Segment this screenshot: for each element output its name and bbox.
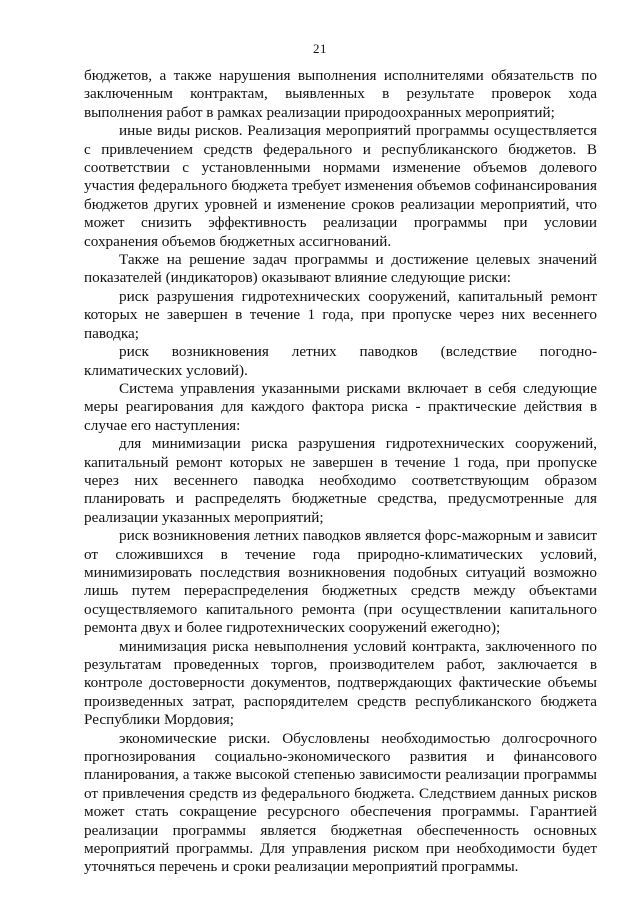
paragraph-risk-summer-floods: риск возникновения летних паводков (вследствие погодно-климатических условий). (84, 343, 597, 379)
document-body (84, 67, 597, 877)
paragraph-mitigation-contract: минимизация риска невыполнения условий контракта, заключенного по результатам проведенных торгов, производителем работ, заключается в контроле достоверности документов, подтверждающих фактические объемы произведенных затрат, распорядителем средств республиканского бюджета Республики Мордовия; (84, 637, 597, 729)
paragraph-continued: бюджетов, а также нарушения выполнения исполнителями обязательств по заключенным контрактам, выявленных в результате проверок хода выполнения работ в рамках реализации природоохранных мероприятий; (84, 67, 597, 121)
paragraph-mitigation-floods: риск возникновения летних паводков является форс-мажорным и зависит от сложившихся в течение года природно-климатических условий, минимизировать последствия возникновения подобных ситуаций возможно лишь путем перераспределения бюджетных средств между объектами осуществляемого капитального ремонта (при осуществлении капитального ремонта двух и более гидротехнических сооружений ежегодно); (84, 527, 597, 637)
page-number: 21 (313, 41, 327, 56)
paragraph-risk-hydro-structures: риск разрушения гидротехнических сооружений, капитальный ремонт которых не завершен в течение 1 года, при пропуске через них весеннего паводка; (84, 287, 597, 342)
paragraph-mitigation-hydro: для минимизации риска разрушения гидротехнических сооружений, капитальный ремонт которых не завершен в течение 1 года, при пропуске через них весеннего паводка необходимо соответствующим образом планировать и распределять бюджетные средства, предусмотренные для реализации указанных мероприятий; (84, 435, 597, 526)
paragraph-other-risks: иные виды рисков. Реализация мероприятий программы осуществляется с привлечением средств федерального и республиканского бюджетов. В соответствии с установленными нормами изменение объемов долевого участия федерального бюджета требует изменения объемов софинансирования бюджетов других уровней и изменение сроков реализации мероприятий, что может снизить эффективность реализации программы при условии сохранения объемов бюджетных ассигнований. (84, 122, 597, 250)
paragraph-risk-management-system: Система управления указанными рисками включает в себя следующие меры реагирования для каждого фактора риска - практические действия в случае его наступления: (84, 379, 597, 434)
paragraph-risks-intro: Также на решение задач программы и достижение целевых значений показателей (индикаторов) оказывают влияние следующие риски: (84, 251, 597, 287)
paragraph-economic-risks: экономические риски. Обусловлены необходимостью долгосрочного прогнозирования социально-экономического развития и финансового планирования, а также высокой степенью зависимости реализации программы от привлечения средств из федерального бюджета. Следствием данных рисков может стать сокращение ресурсного обеспечения программы. Гарантией реализации программы является бюджетная обеспеченность основных мероприятий программы. Для управления риском при необходимости будет уточняться перечень и сроки реализации мероприятий программы. (84, 729, 597, 876)
